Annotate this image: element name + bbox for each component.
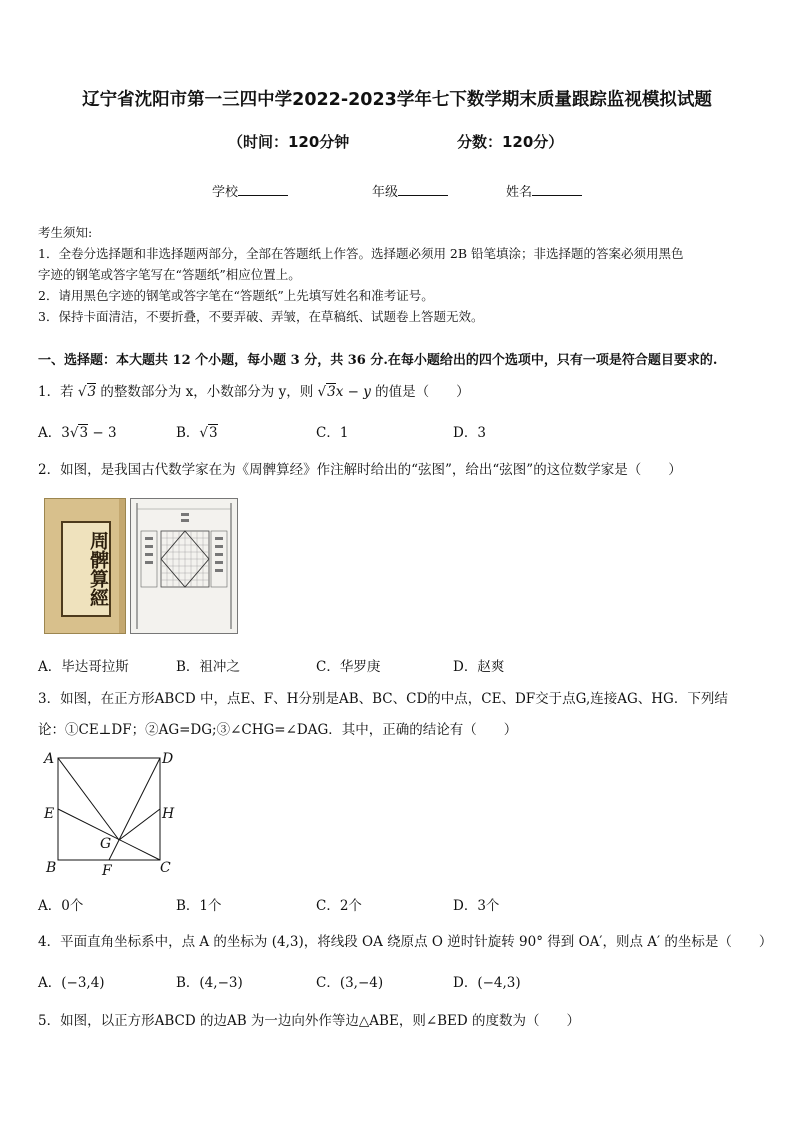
segment-df	[109, 758, 160, 860]
school-label: 学校	[212, 185, 239, 200]
label-c: C	[160, 860, 171, 876]
q3-option-c[interactable]: C．2个	[316, 898, 362, 914]
name-blank[interactable]	[532, 183, 582, 196]
grade-label: 年级	[372, 185, 399, 200]
notice-line-2: 字迹的钢笔或答字笔写在“答题纸”相应位置上。	[38, 267, 301, 282]
exam-time: （时间：120分钟	[228, 133, 350, 151]
q1-option-d[interactable]: D．3	[453, 425, 486, 441]
q3-option-a[interactable]: A．0个	[38, 898, 84, 914]
segment-ce	[58, 809, 160, 860]
label-g: G	[100, 836, 112, 852]
q2-option-d[interactable]: D．赵爽	[453, 659, 505, 675]
question-3-line-2: 论：①CE⊥DF；②AG=DG;③∠CHG=∠DAG．其中，正确的结论有（ ）	[38, 722, 518, 738]
q4-option-a[interactable]: A．(−3,4)	[38, 975, 105, 991]
notice-line-4: 3．保持卡面清洁，不要折叠，不要弄破、弄皱，在草稿纸、试题卷上答题无效。	[38, 309, 484, 324]
question-4: 4．平面直角坐标系中，点 A 的坐标为 (4,3)，将线段 OA 绕原点 O 逆时针旋转 90° 得到 OA′，则点 A′ 的坐标是（ ）	[38, 934, 773, 950]
label-f: F	[102, 863, 112, 878]
label-d: D	[162, 751, 174, 767]
q1-option-a[interactable]: A．3√3 − 3	[38, 425, 117, 441]
q3-option-b[interactable]: B．1个	[176, 898, 222, 914]
q4-option-c[interactable]: C．(3,−4)	[316, 975, 384, 991]
book-cover-image	[44, 498, 126, 634]
label-a: A	[44, 751, 55, 767]
notice-heading: 考生须知:	[38, 225, 93, 240]
question-2: 2．如图，是我国古代数学家在为《周髀算经》作注解时给出的“弦图”，给出“弦图”的这位数学家是（ ）	[38, 462, 682, 478]
name-field	[506, 181, 582, 200]
question-1	[38, 380, 470, 400]
question-3-line-1: 3．如图，在正方形ABCD 中，点E、F、H分别是AB、BC、CD的中点，CE、DF交于点G,连接AG、HG．下列结	[38, 691, 728, 707]
q1-option-b[interactable]: B．√3	[176, 425, 218, 441]
q3-option-d[interactable]: D．3个	[453, 898, 500, 914]
q1-sqrt-1: √3	[77, 384, 97, 400]
label-e: E	[44, 806, 55, 822]
xian-diagram-image	[130, 498, 238, 634]
grade-blank[interactable]	[398, 183, 448, 196]
xian-diagram-svg	[131, 499, 237, 633]
square-figure	[38, 746, 188, 878]
segment-hg	[119, 809, 160, 840]
book-cover-title: 周髀算經	[61, 521, 111, 617]
notice-line-1: 1．全卷分选择题和非选择题两部分，全部在答题纸上作答。选择题必须用 2B 铅笔填涂；非选择题的答案必须用黑色	[38, 246, 684, 261]
segment-ag	[58, 758, 119, 840]
question-5: 5．如图，以正方形ABCD 的边AB 为一边向外作等边△ABE，则∠BED 的度数为（ ）	[38, 1013, 581, 1029]
q2-option-a[interactable]: A．毕达哥拉斯	[38, 659, 129, 675]
q2-option-b[interactable]: B．祖冲之	[176, 659, 240, 675]
label-h: H	[162, 806, 175, 822]
q1-option-c[interactable]: C．1	[316, 425, 349, 441]
label-b: B	[46, 860, 57, 876]
section-heading: 一、选择题：本大题共 12 个小题，每小题 3 分，共 36 分.在每小题给出的四个选项中，只有一项是符合题目要求的.	[38, 353, 718, 368]
q1-suffix: 的值是（ ）	[375, 384, 470, 400]
q4-option-d[interactable]: D．(−4,3)	[453, 975, 521, 991]
name-label: 姓名	[506, 185, 533, 200]
grade-field	[372, 181, 448, 200]
q2-option-c[interactable]: C．华罗庚	[316, 659, 381, 675]
exam-score: 分数：120分）	[457, 133, 564, 151]
q1-sqrt-2: √3x − y	[317, 384, 371, 400]
q1-prefix: 1．若	[38, 384, 74, 400]
school-blank[interactable]	[238, 183, 288, 196]
exam-title: 辽宁省沈阳市第一三四中学2022-2023学年七下数学期末质量跟踪监视模拟试题	[82, 90, 712, 110]
school-field	[212, 181, 288, 200]
notice-line-3: 2．请用黑色字迹的钢笔或答字笔在“答题纸”上先填写姓名和准考证号。	[38, 288, 434, 303]
q4-option-b[interactable]: B．(4,−3)	[176, 975, 243, 991]
q1-middle: 的整数部分为 x，小数部分为 y，则	[100, 384, 314, 400]
